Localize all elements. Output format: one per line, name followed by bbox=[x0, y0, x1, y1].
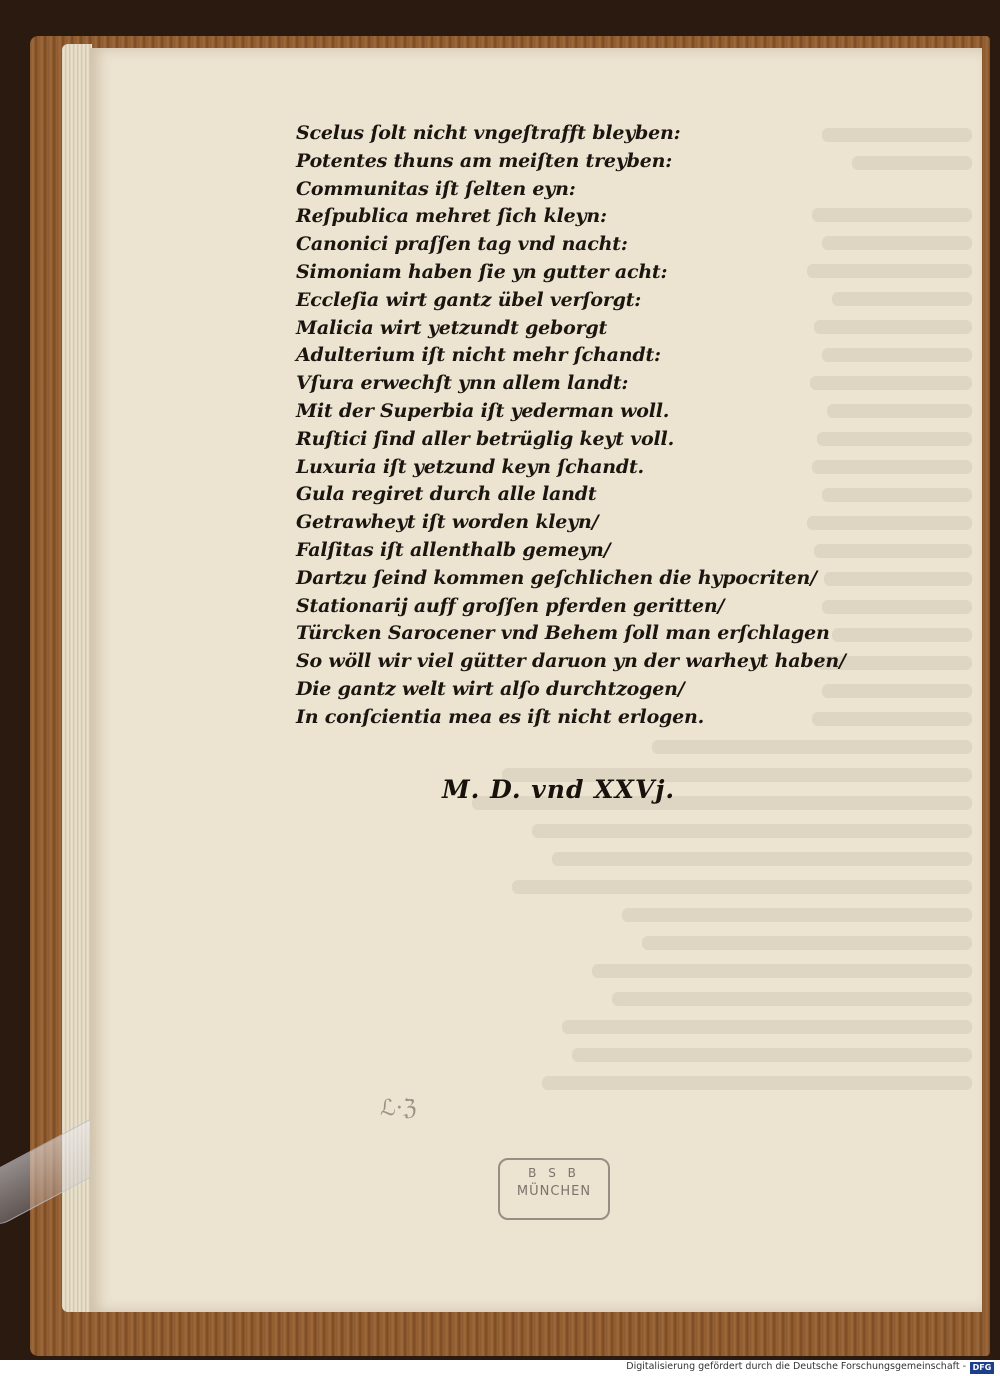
verse-line: In conſcientia mea es iſt nicht erlogen. bbox=[296, 705, 705, 728]
verse-line: Mit der Superbia iſt yederman woll. bbox=[296, 399, 670, 422]
stamp-city: MÜNCHEN bbox=[516, 1184, 592, 1199]
book-page bbox=[90, 48, 982, 1312]
verse-line: Ruſtici ſind aller betrüglig keyt voll. bbox=[296, 427, 674, 450]
library-stamp bbox=[498, 1158, 610, 1220]
verse-line: Scelus ſolt nicht vngeſtrafft bleyben: bbox=[296, 122, 681, 144]
verse-line: Canonici praſſen tag vnd nacht: bbox=[296, 233, 628, 256]
dfg-logo-icon: DFG bbox=[970, 1362, 994, 1374]
verse-line: Simoniam haben ſie yn gutter acht: bbox=[296, 260, 668, 283]
verse-line: Vſura erwechſt ynn allem landt: bbox=[296, 372, 629, 395]
verse-line: Luxuria iſt yetzund keyn ſchandt. bbox=[296, 455, 644, 478]
verse-line: Die gantz welt wirt alſo durchtzogen/ bbox=[296, 677, 685, 700]
verse-line: Falſitas iſt allenthalb gemeyn/ bbox=[296, 538, 611, 561]
funding-notice: Digitalisierung gefördert durch die Deutsche Forschungsgemeinschaft - bbox=[626, 1361, 966, 1372]
poem-verses bbox=[296, 120, 956, 732]
verse-line: Dartzu ſeind kommen geſchlichen die hypocriten/ bbox=[296, 566, 817, 589]
stamp-abbreviation: B S B bbox=[528, 1166, 580, 1180]
footer-bar bbox=[0, 1360, 1000, 1376]
verse-line: Adulterium iſt nicht mehr ſchandt: bbox=[296, 344, 661, 367]
verse-line: Communitas iſt ſelten eyn: bbox=[296, 177, 576, 200]
verse-line: Stationarij auff groſſen pferden geritten/ bbox=[296, 594, 725, 617]
verse-line: So wöll wir viel gütter daruon yn der warheyt haben/ bbox=[296, 650, 846, 673]
handwritten-shelfmark: ℒ·ℨ bbox=[380, 1096, 417, 1121]
verse-line: Malicia wirt yetzundt geborgt bbox=[296, 316, 608, 339]
colophon-date: M. D. vnd XXVj. bbox=[442, 775, 676, 804]
verse-line: Türcken Sarocener vnd Behem ſoll man erſchlagen bbox=[296, 622, 830, 645]
verse-line: Eccleſia wirt gantz übel verſorgt: bbox=[296, 288, 642, 311]
verse-line: Getrawheyt iſt worden kleyn/ bbox=[296, 511, 599, 534]
verse-line: Gula regiret durch alle landt bbox=[296, 483, 597, 506]
verse-line: Reſpublica mehret ſich kleyn: bbox=[296, 205, 607, 228]
verse-line: Potentes thuns am meiſten treyben: bbox=[296, 149, 673, 172]
